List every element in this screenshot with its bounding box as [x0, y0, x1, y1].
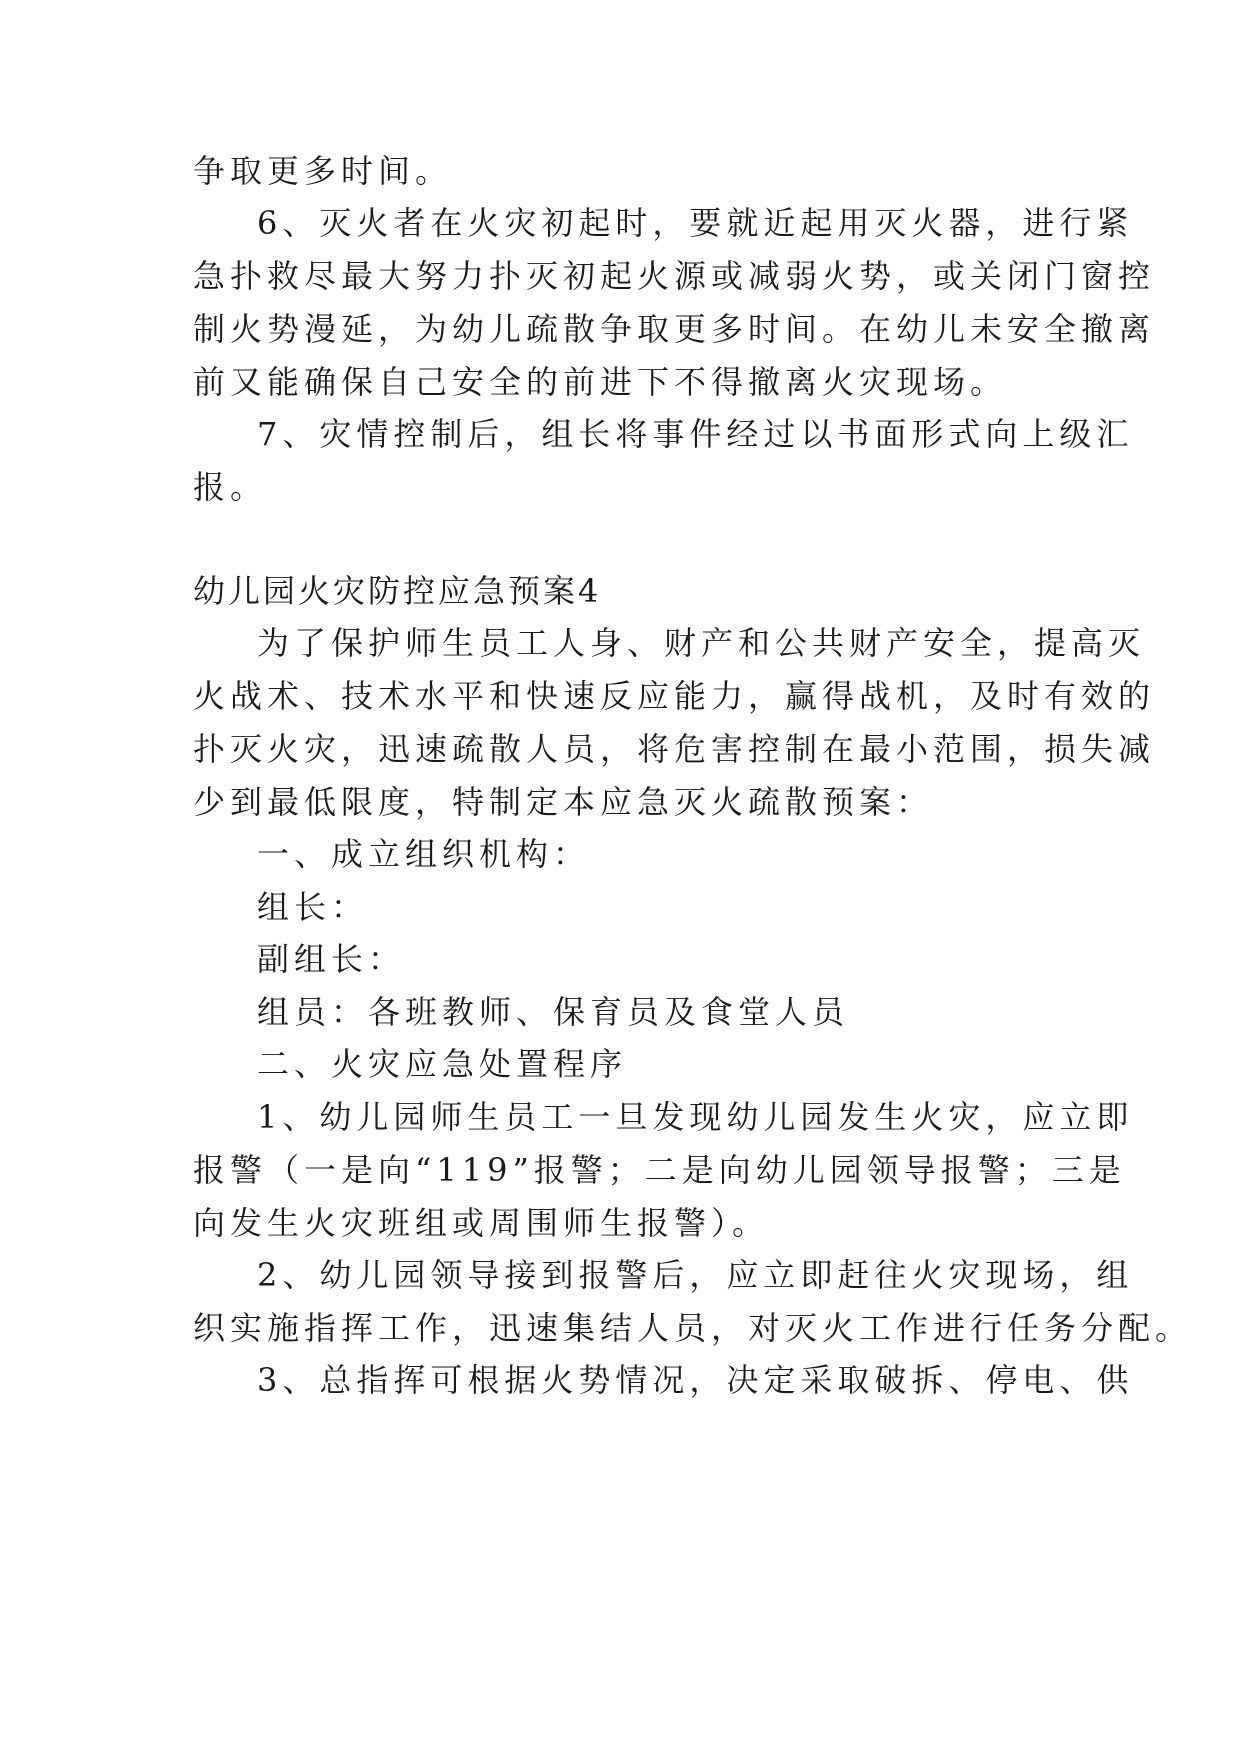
section-title: 幼儿园火灾防控应急预案4	[193, 572, 602, 610]
intro-paragraph-line: 为了保护师生员工人身、财产和公共财产安全，提高灭	[257, 624, 1146, 662]
list-item-3-line: 3、总指挥可根据火势情况，决定采取破拆、停电、供	[257, 1361, 1134, 1399]
list-item-6-line: 6、灭火者在火灾初起时，要就近起用灭火器，进行紧	[257, 204, 1134, 242]
body-text-line: 向发生火灾班组或周围师生报警）。	[193, 1204, 770, 1242]
body-text-line: 织实施指挥工作，迅速集结人员，对灭火工作进行任务分配。	[193, 1309, 1193, 1347]
body-text-line: 争取更多时间。	[193, 152, 453, 190]
body-text-line: 制火势漫延，为幼儿疏散争取更多时间。在幼儿未安全撤离	[193, 310, 1156, 348]
body-text-line: 少到最低限度，特制定本应急灭火疏散预案：	[193, 783, 934, 821]
list-item-2-line: 2、幼儿园领导接到报警后，应立即赶往火灾现场，组	[257, 1256, 1134, 1294]
list-item-7-line: 7、灾情控制后，组长将事件经过以书面形式向上级汇	[257, 415, 1134, 453]
body-text-line: 报警（一是向“119”报警；二是向幼儿园领导报警；三是	[193, 1151, 1126, 1189]
subheading-organization: 一、成立组织机构：	[257, 835, 591, 873]
role-members: 组员：各班教师、保育员及食堂人员	[257, 993, 850, 1031]
body-text-line: 扑灭火灾，迅速疏散人员，将危害控制在最小范围，损失减	[193, 730, 1156, 768]
subheading-procedure: 二、火灾应急处置程序	[257, 1045, 628, 1083]
body-text-line: 报。	[193, 468, 268, 506]
list-item-1-line: 1、幼儿园师生员工一旦发现幼儿园发生火灾，应立即	[257, 1098, 1134, 1136]
role-deputy-leader: 副组长：	[257, 940, 406, 978]
body-text-line: 前又能确保自己安全的前进下不得撤离火灾现场。	[193, 363, 1008, 401]
body-text-line: 火战术、技术水平和快速反应能力，赢得战机，及时有效的	[193, 677, 1156, 715]
role-leader: 组长：	[257, 888, 369, 926]
body-text-line: 急扑救尽最大努力扑灭初起火源或减弱火势，或关闭门窗控	[193, 257, 1156, 295]
